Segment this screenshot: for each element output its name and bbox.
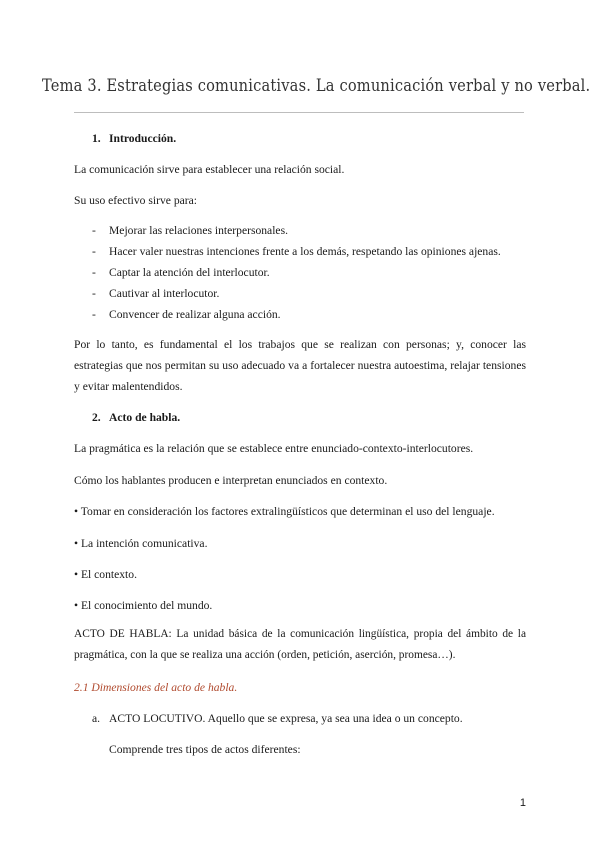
paragraph-5: Cómo los hablantes producen e interpretan enunciados en contexto. [74, 474, 388, 487]
bullet-dash: - [92, 266, 96, 279]
list-item: Captar la atención del interlocutor. [109, 266, 270, 279]
section-1-heading: Introducción. [109, 132, 177, 145]
paragraph-2: Su uso efectivo sirve para: [74, 194, 197, 207]
paragraph-6: ACTO DE HABLA: La unidad básica de la comunicación lingüística, propia del ámbito de la pragmática, con la que se realiza una acción (orden, petición, aserción, promesa…). [74, 628, 526, 661]
paragraph-7: Comprende tres tipos de actos diferentes: [109, 743, 301, 756]
document-title: Tema 3. Estrategias comunicativas. La comunicación verbal y no verbal. [42, 76, 591, 96]
dot-item: • El contexto. [74, 568, 137, 581]
title-divider [74, 112, 524, 113]
subsection-heading: 2.1 Dimensiones del acto de habla. [74, 681, 238, 694]
section-1-number: 1. [92, 132, 101, 145]
dot-item: • La intención comunicativa. [74, 537, 208, 550]
list-item: Mejorar las relaciones interpersonales. [109, 224, 288, 237]
list-item: Hacer valer nuestras intenciones frente a los demás, respetando las opiniones ajenas. [109, 245, 501, 258]
bullet-dash: - [92, 224, 96, 237]
bullet-dash: - [92, 287, 96, 300]
item-a-text: ACTO LOCUTIVO. Aquello que se expresa, ya sea una idea o un concepto. [109, 712, 463, 725]
dot-item: • El conocimiento del mundo. [74, 599, 213, 612]
dot-item: • Tomar en consideración los factores extralingüísticos que determinan el uso del lenguaje. [74, 505, 495, 518]
paragraph-4: La pragmática es la relación que se establece entre enunciado-contexto-interlocutores. [74, 442, 474, 455]
item-a-letter: a. [92, 712, 101, 725]
bullet-dash: - [92, 245, 96, 258]
bullet-dash: - [92, 308, 96, 321]
section-2-heading: Acto de habla. [109, 411, 181, 424]
list-item: Convencer de realizar alguna acción. [109, 308, 281, 321]
list-item: Cautivar al interlocutor. [109, 287, 220, 300]
section-2-number: 2. [92, 411, 101, 424]
paragraph-1: La comunicación sirve para establecer una relación social. [74, 163, 345, 176]
paragraph-3: Por lo tanto, es fundamental el los trabajos que se realizan con personas; y, conocer las estrategias que nos permitan su uso adecuado va a fortalecer nuestra autoestima, relajar tensiones y evitar malentendidos. [74, 338, 526, 393]
page-number: 1 [519, 797, 526, 809]
